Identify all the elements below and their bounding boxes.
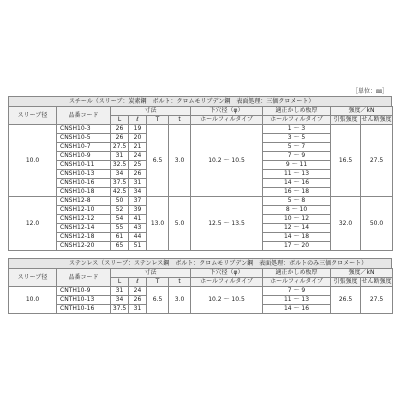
shear-cell: 50.0	[361, 197, 393, 251]
t-cell: 3.0	[169, 287, 191, 314]
part-code-cell: CNSH12-20	[57, 242, 111, 251]
header-pilot-hole: 下穴径（φ）	[191, 107, 263, 116]
part-code-cell: CNSH10-7	[57, 143, 111, 152]
L-cell: 65	[111, 242, 129, 251]
part-code-cell: CNSH10-5	[57, 134, 111, 143]
l-cell: 39	[129, 206, 147, 215]
range-cell: 8 〜 10	[263, 206, 331, 215]
header-dimension: 寸法	[111, 269, 191, 278]
tensile-cell: 26.5	[331, 287, 361, 314]
header-plate-thickness: 適正かしめ板厚	[263, 269, 331, 278]
header-l: ℓ	[129, 278, 147, 287]
l-cell: 21	[129, 143, 147, 152]
part-code-cell: CNSH10-3	[57, 125, 111, 134]
stainless-spec-section	[8, 258, 392, 314]
shear-cell: 27.5	[361, 125, 393, 197]
l-cell: 51	[129, 242, 147, 251]
part-code-cell: CNSH10-16	[57, 179, 111, 188]
range-cell: 11 〜 13	[263, 296, 331, 305]
part-code-cell: CNSH10-13	[57, 170, 111, 179]
header-shear: せん断強度	[361, 278, 392, 285]
part-code-cell: CNSH12-10	[57, 206, 111, 215]
header-dimension: 寸法	[111, 107, 191, 116]
stainless-spec-table	[8, 268, 393, 314]
T-cell: 6.5	[147, 125, 169, 197]
L-cell: 54	[111, 215, 129, 224]
range-cell: 14 〜 18	[263, 233, 331, 242]
range-cell: 11 〜 13	[263, 170, 331, 179]
header-strength: 強度／kN	[331, 107, 393, 116]
l-cell: 26	[129, 296, 147, 305]
range-cell: 10 〜 12	[263, 215, 331, 224]
range-cell: 17 〜 20	[263, 242, 331, 251]
l-cell: 31	[129, 305, 147, 314]
header-shear: せん断強度	[361, 116, 392, 123]
header-T: T	[147, 116, 169, 125]
L-cell: 37.5	[111, 179, 129, 188]
header-hole-fill: ホールフィルタイプ	[191, 278, 263, 287]
range-cell: 1 〜 3	[263, 125, 331, 134]
header-hole-fill: ホールフィルタイプ	[191, 116, 263, 125]
l-cell: 44	[129, 233, 147, 242]
header-t: t	[169, 116, 191, 125]
L-cell: 31	[111, 152, 129, 161]
table-row	[9, 197, 393, 206]
part-code-cell: CNTH10-16	[57, 305, 111, 314]
header-sleeve-dia: スリーブ径	[9, 107, 57, 125]
L-cell: 34	[111, 170, 129, 179]
header-part-code: 品番コード	[57, 107, 111, 125]
l-cell: 24	[129, 152, 147, 161]
header-sleeve-dia: スリーブ径	[9, 269, 57, 287]
range-cell: 12 〜 14	[263, 224, 331, 233]
header-tensile: 引張強度	[331, 116, 361, 125]
range-cell: 5 〜 8	[263, 197, 331, 206]
L-cell: 42.5	[111, 188, 129, 197]
l-cell: 25	[129, 161, 147, 170]
part-code-cell: CNSH10-11	[57, 161, 111, 170]
pilot-hole-cell: 12.5 〜 13.5	[191, 197, 263, 251]
L-cell: 26	[111, 125, 129, 134]
range-cell: 14 〜 16	[263, 179, 331, 188]
part-code-cell: CNSH10-18	[57, 188, 111, 197]
header-t: t	[169, 278, 191, 287]
part-code-cell: CNTH10-9	[57, 287, 111, 296]
T-cell: 13.0	[147, 197, 169, 251]
header-part-code: 品番コード	[57, 269, 111, 287]
header-l: ℓ	[129, 116, 147, 125]
l-cell: 43	[129, 224, 147, 233]
range-cell: 9 〜 11	[263, 161, 331, 170]
l-cell: 19	[129, 125, 147, 134]
range-cell: 5 〜 7	[263, 143, 331, 152]
part-code-cell: CNSH12-8	[57, 197, 111, 206]
range-cell: 16 〜 18	[263, 188, 331, 197]
sleeve-dia-cell: 10.0	[9, 125, 57, 197]
sleeve-dia-cell: 10.0	[9, 287, 57, 314]
L-cell: 32.5	[111, 161, 129, 170]
L-cell: 52	[111, 206, 129, 215]
range-cell: 7 〜 9	[263, 287, 331, 296]
l-cell: 24	[129, 287, 147, 296]
part-code-cell: CNSH12-18	[57, 233, 111, 242]
t-cell: 3.0	[169, 125, 191, 197]
L-cell: 26	[111, 134, 129, 143]
L-cell: 55	[111, 224, 129, 233]
L-cell: 34	[111, 296, 129, 305]
unit-label: ［単位：㎜］	[351, 88, 388, 95]
pilot-hole-cell: 10.2 〜 10.5	[191, 287, 263, 314]
sleeve-dia-cell: 12.0	[9, 197, 57, 251]
tensile-cell: 16.5	[331, 125, 361, 197]
range-cell: 7 〜 9	[263, 152, 331, 161]
header-L: L	[111, 278, 129, 287]
header-plate-type: ホールフィルタイプ	[263, 116, 331, 125]
tensile-cell: 32.0	[331, 197, 361, 251]
l-cell: 31	[129, 179, 147, 188]
steel-spec-table	[8, 106, 393, 251]
steel-spec-section	[8, 96, 392, 251]
T-cell: 6.5	[147, 287, 169, 314]
t-cell: 5.0	[169, 197, 191, 251]
stainless-caption: ステンレス（スリーブ：ステンレス鋼 ボルト：クロムモリブデン鋼 表面処理：ボルトのみ三価クロメート）	[8, 258, 392, 268]
header-strength: 強度／kN	[331, 269, 393, 278]
l-cell: 20	[129, 134, 147, 143]
shear-cell: 27.5	[361, 287, 393, 314]
range-cell: 3 〜 5	[263, 134, 331, 143]
l-cell: 26	[129, 170, 147, 179]
header-pilot-hole: 下穴径（φ）	[191, 269, 263, 278]
header-tensile: 引張強度	[331, 278, 361, 287]
header-plate-type: ホールフィルタイプ	[263, 278, 331, 287]
header-T: T	[147, 278, 169, 287]
l-cell: 41	[129, 215, 147, 224]
header-plate-thickness: 適正かしめ板厚	[263, 107, 331, 116]
range-cell: 14 〜 16	[263, 305, 331, 314]
L-cell: 27.5	[111, 143, 129, 152]
part-code-cell: CNTH10-13	[57, 296, 111, 305]
L-cell: 31	[111, 287, 129, 296]
L-cell: 61	[111, 233, 129, 242]
L-cell: 37.5	[111, 305, 129, 314]
part-code-cell: CNSH10-9	[57, 152, 111, 161]
table-row	[9, 125, 393, 134]
header-L: L	[111, 116, 129, 125]
part-code-cell: CNSH12-12	[57, 215, 111, 224]
l-cell: 34	[129, 188, 147, 197]
part-code-cell: CNSH12-14	[57, 224, 111, 233]
L-cell: 50	[111, 197, 129, 206]
table-row	[9, 287, 393, 296]
steel-caption: スチール（スリーブ：炭素鋼 ボルト：クロムモリブデン鋼 表面処理：三価クロメート）	[8, 96, 392, 106]
l-cell: 37	[129, 197, 147, 206]
pilot-hole-cell: 10.2 〜 10.5	[191, 125, 263, 197]
